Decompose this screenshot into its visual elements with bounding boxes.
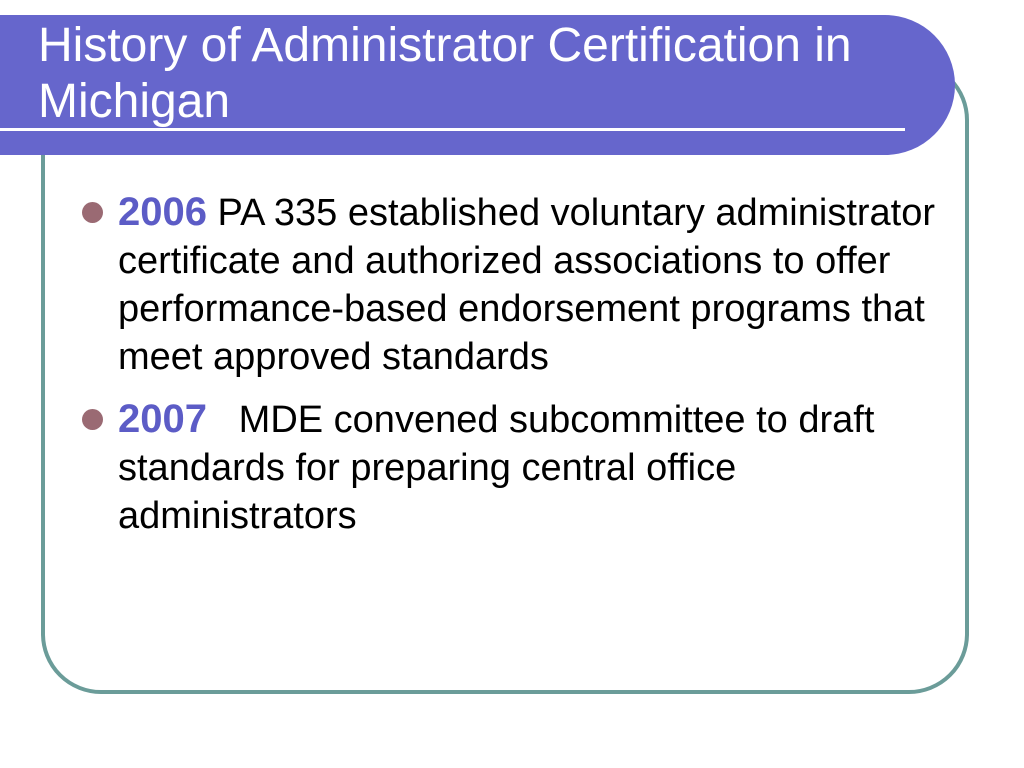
bullet-text: PA 335 established voluntary administrator certificate and authorized associations to offer performance-based endorsement programs that meet approved standards: [118, 192, 936, 378]
bullet-dot-icon: [82, 409, 103, 430]
bullet-item-2007: [80, 395, 940, 540]
bullet-year: 2007: [118, 397, 207, 441]
bullet-year: 2006: [118, 190, 207, 234]
bullet-text: MDE convened subcommittee to draft standards for preparing central office administrators: [118, 399, 875, 537]
slide-title: History of Administrator Certification in Michigan: [38, 19, 852, 128]
bullet-list: [80, 188, 940, 554]
bullet-dot-icon: [82, 202, 103, 223]
title-underline: [0, 128, 905, 131]
bullet-item-2006: [80, 188, 940, 381]
bullet-spacer: [218, 399, 239, 441]
